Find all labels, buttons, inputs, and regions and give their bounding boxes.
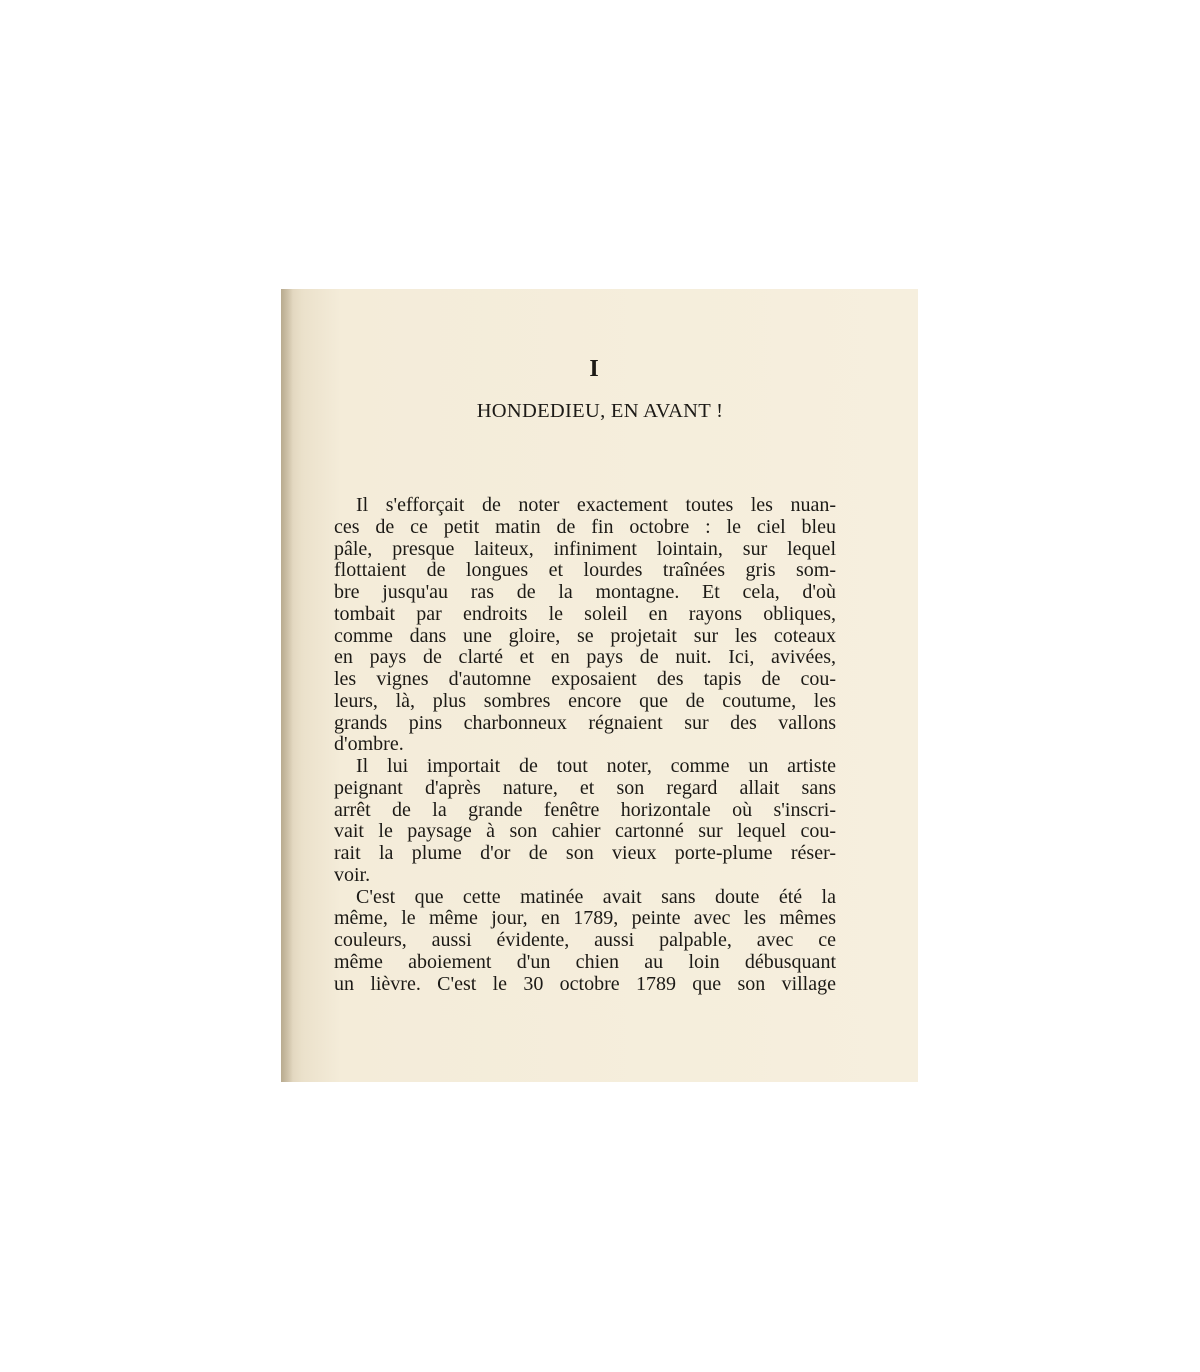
paragraph (334, 756, 836, 887)
text-line: les vignes d'automne exposaient des tapis de cou- (334, 668, 836, 690)
text-line: tombait par endroits le soleil en rayons obliques, (334, 602, 836, 625)
text-line: C'est que cette matinée avait sans doute été la (356, 885, 836, 908)
body-text (334, 495, 836, 995)
text-line: comme dans une gloire, se projetait sur les coteaux (334, 624, 836, 647)
text-line: Il s'efforçait de noter exactement toutes les nuan- (356, 494, 836, 516)
chapter-number-text: I (589, 356, 599, 382)
text-line: leurs, là, plus sombres encore que de coutume, les (334, 689, 836, 712)
text-line: voir. (334, 863, 371, 886)
text-line: grands pins charbonneux régnaient sur des vallons (334, 711, 836, 734)
text-line: flottaient de longues et lourdes traînées gris som- (334, 559, 836, 582)
chapter-number (0, 356, 1200, 383)
text-line: bre jusqu'au ras de la montagne. Et cela, d'où (334, 581, 836, 603)
text-line: ces de ce petit matin de fin octobre : le ciel bleu (334, 515, 836, 538)
text-line: Il lui importait de tout noter, comme un artiste (356, 755, 836, 777)
text-line: même aboiement d'un chien au loin débusquant (334, 950, 836, 973)
chapter-title: HONDEDIEU, EN AVANT ! (476, 400, 724, 422)
text-line: vait le paysage à son cahier cartonné sur lequel cou- (334, 820, 836, 843)
text-line: même, le même jour, en 1789, peinte avec les mêmes (334, 907, 836, 930)
text-line: d'ombre. (334, 733, 404, 756)
text-line: peignant d'après nature, et son regard allait sans (334, 776, 836, 799)
text-line: rait la plume d'or de son vieux porte-plume réser- (334, 842, 836, 864)
paragraph (334, 495, 836, 756)
paragraph (334, 887, 836, 996)
text-line: pâle, presque laiteux, infiniment lointain, sur lequel (334, 537, 836, 560)
text-line: arrêt de la grande fenêtre horizontale où s'inscri- (334, 798, 836, 821)
text-line: couleurs, aussi évidente, aussi palpable, avec ce (334, 929, 836, 951)
text-line: en pays de clarté et en pays de nuit. Ici, avivées, (334, 646, 836, 669)
text-line: un lièvre. C'est le 30 octobre 1789 que son village (334, 972, 836, 995)
